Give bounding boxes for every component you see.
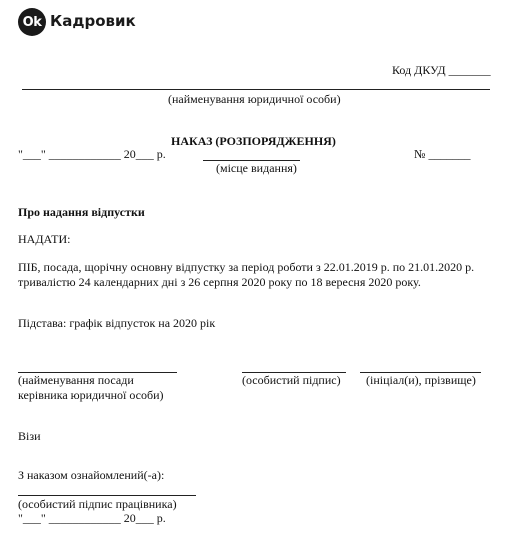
org-name-caption: (найменування юридичної особи) [168,92,341,106]
employee-signature-line [18,495,196,496]
name-caption: (ініціал(и), прізвище) [366,373,476,387]
order-directive: НАДАТИ: [18,232,71,246]
brand-name: Кадровик [50,12,136,30]
position-caption-line-1: (найменування посади [18,373,134,387]
signature-caption: (особистий підпис) [242,373,341,387]
position-caption [18,373,164,403]
employee-signature-caption: (особистий підпис працівника) [18,497,177,511]
order-title: НАКАЗ (РОЗПОРЯДЖЕННЯ) [171,134,336,148]
order-text-line-2: тривалістю 24 календарних дні з 26 серпня 2020 року по 18 вересня 2020 року. [18,275,421,289]
brand-logo-icon: Ok [18,8,46,36]
position-caption-line-2: керівника юридичної особи) [18,388,164,402]
place-caption: (місце видання) [216,161,297,175]
visas-label: Візи [18,429,41,443]
org-name-line [22,89,490,90]
order-subject: Про надання відпустки [18,205,145,219]
acknowledgement-label: З наказом ознайомлений(-а): [18,468,165,482]
dkud-code: Код ДКУД _______ [392,63,491,77]
order-number: № _______ [414,147,471,161]
order-date: "___" ____________ 20___ р. [18,147,166,161]
order-basis: Підстава: графік відпусток на 2020 рік [18,316,216,330]
order-text [18,260,474,290]
order-text-line-1: ПІБ, посада, щорічну основну відпустку за період роботи з 22.01.2019 р. по 21.01.2020 р. [18,260,475,274]
acknowledgement-date: "___" ____________ 20___ р. [18,511,166,525]
